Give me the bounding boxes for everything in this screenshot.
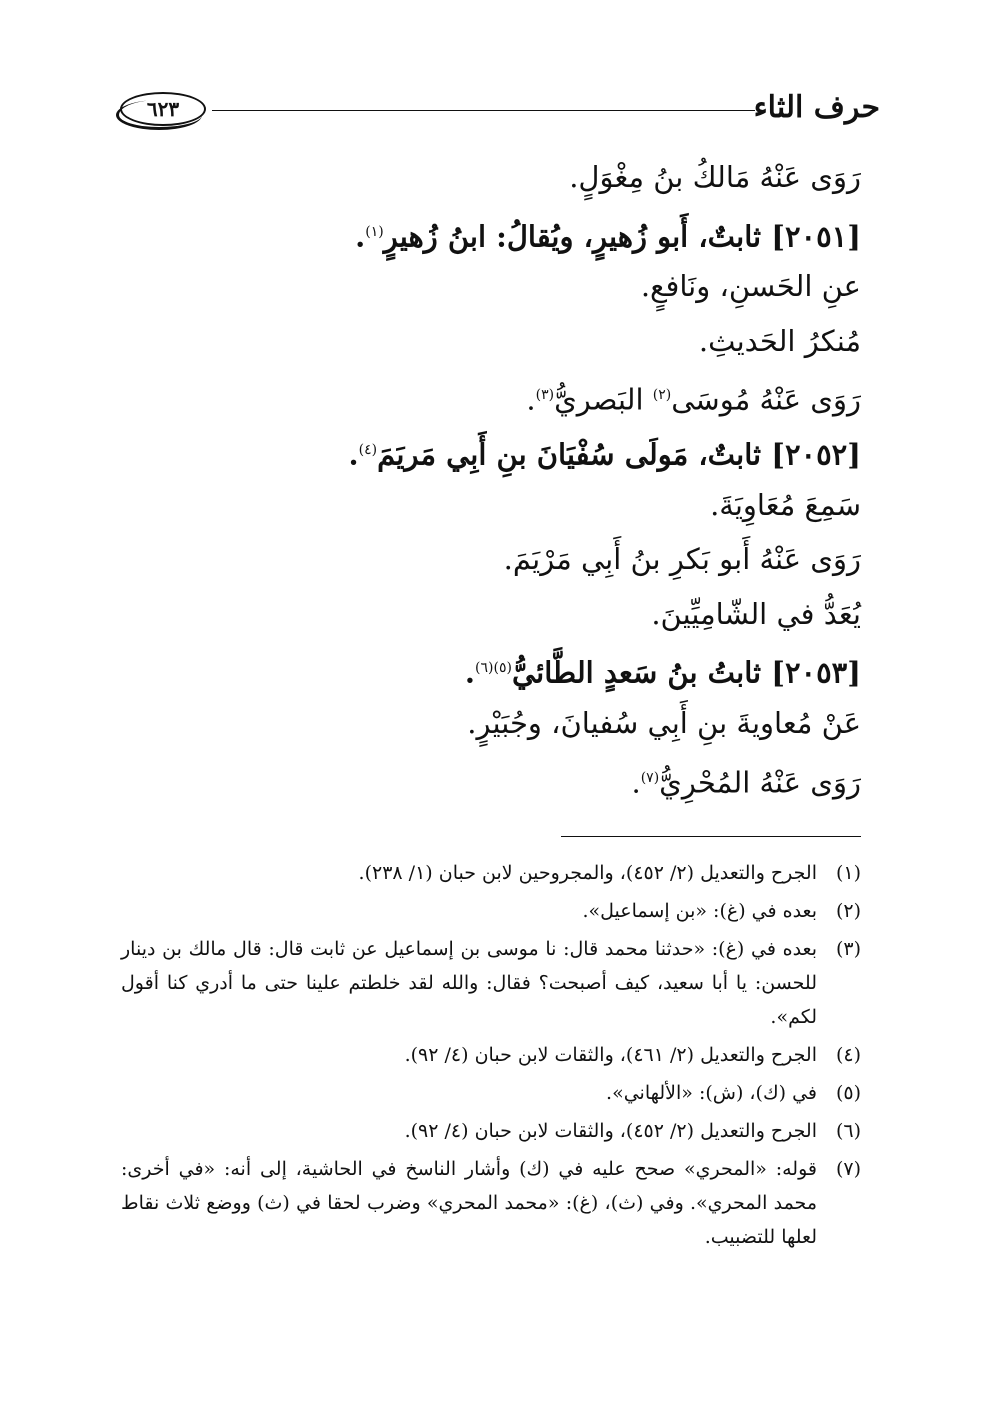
footnote xyxy=(121,894,861,928)
text-line: رَوَى عَنْهُ المُحْرِيُّ$^{(٧)}$. xyxy=(631,765,861,800)
footnote-text: بعده في (غ): «حدثنا محمد قال: نا موسى بن إسماعيل عن ثابت قال: قال مالك بن دينار للحسن: يا أبا سعيد، كيف أصبحت؟ فقال: والله لقد خلطتم علينا حتى ما أدري كنا أقول لكم». xyxy=(121,938,817,1028)
page-number-oval xyxy=(120,92,206,126)
main-text xyxy=(121,150,861,805)
text-line: سَمِعَ مُعَاوِيَةَ. xyxy=(710,487,861,522)
header-rule xyxy=(212,110,755,111)
text-line: عَنْ مُعاويةَ بنِ أَبِي سُفيانَ، وجُبَيْرٍ. xyxy=(467,705,861,740)
page-header xyxy=(120,88,880,132)
footnote-number: (١) xyxy=(835,862,861,884)
footnote-text: قوله: «المحري» صحح عليه في (ك) وأشار الناسخ في الحاشية، إلى أنه: «في أخرى: محمد المحري». وفي (ث)، (غ): «محمد المحري» وضرب لحقا في (ث) ووضع ثلاث نقاط لعلها للتضبيب. xyxy=(121,1158,818,1248)
footnote xyxy=(121,1152,861,1254)
footnote-text: الجرح والتعديل (٢/ ٤٦١)، والثقات لابن حبان (٤/ ٩٢). xyxy=(404,1044,817,1066)
footnote xyxy=(121,932,861,1034)
footnote xyxy=(121,1038,861,1072)
text-line: عنِ الحَسنِ، ونَافعٍ. xyxy=(640,269,861,304)
footnote-ref: (٥)(٦) xyxy=(475,660,512,677)
entry-heading-2052: [٢٠٥٢] ثابتٌ، مَولَى سُفْيَانَ بنِ أَبِي مَريَمَ$^{(٤)}$. xyxy=(348,437,861,472)
footnote-text: في (ك)، (ش): «الألهاني». xyxy=(606,1082,817,1104)
footnote xyxy=(121,1114,861,1148)
footnote-ref: (١) xyxy=(365,223,384,240)
text-line: مُنكرُ الحَديثِ. xyxy=(698,323,861,358)
footnote-number: (٢) xyxy=(835,900,861,922)
footnote-number: (٤) xyxy=(835,1044,861,1066)
footnotes xyxy=(121,856,861,1254)
footnote-number: (٥) xyxy=(835,1082,861,1104)
footnote-text: الجرح والتعديل (٢/ ٤٥٢)، والثقات لابن حبان (٤/ ٩٢). xyxy=(404,1120,817,1142)
footnote-number: (٦) xyxy=(835,1120,861,1142)
text-line: رَوَى عَنْهُ أَبو بَكرِ بنُ أَبِي مَرْيَمَ. xyxy=(503,542,861,577)
page-number: ٦٢٣ xyxy=(146,97,180,121)
footnote-ref: (٤) xyxy=(358,441,378,458)
entry-heading-2051: [٢٠٥١] ثابتٌ، أَبو زُهيرٍ، ويُقالُ: ابنُ زُهيرٍ$^{(١)}$. xyxy=(355,219,861,254)
footnote xyxy=(121,1076,861,1110)
entry-heading-2053: [٢٠٥٣] ثابتُ بنُ سَعدٍ الطَّائيُّ$^{(٥)(٦)}$. xyxy=(464,656,861,690)
footnote-ref: (٧) xyxy=(640,769,660,786)
text-line: يُعَدُّ في الشّامِيِّينَ. xyxy=(651,596,861,631)
running-title: حرف الثاء xyxy=(753,90,880,125)
text-line: رَوَى عَنْهُ مَالكُ بنُ مِغْوَلٍ. xyxy=(569,160,861,194)
footnote-number: (٧) xyxy=(835,1158,861,1180)
footnote-text: الجرح والتعديل (٢/ ٤٥٢)، والمجروحين لابن حبان (١/ ٢٣٨). xyxy=(358,862,817,884)
footnote xyxy=(121,856,861,890)
text-line: رَوَى عَنْهُ مُوسَى$^{(٢)}$ البَصريُّ$^{(٣)}$. xyxy=(526,383,861,418)
footnote-ref: (٣) xyxy=(535,387,555,404)
footnote-number: (٣) xyxy=(835,938,861,960)
footnote-text: بعده في (غ): «بن إسماعيل». xyxy=(582,900,817,922)
footnote-ref: (٢) xyxy=(652,387,672,404)
footnote-separator xyxy=(561,836,861,837)
